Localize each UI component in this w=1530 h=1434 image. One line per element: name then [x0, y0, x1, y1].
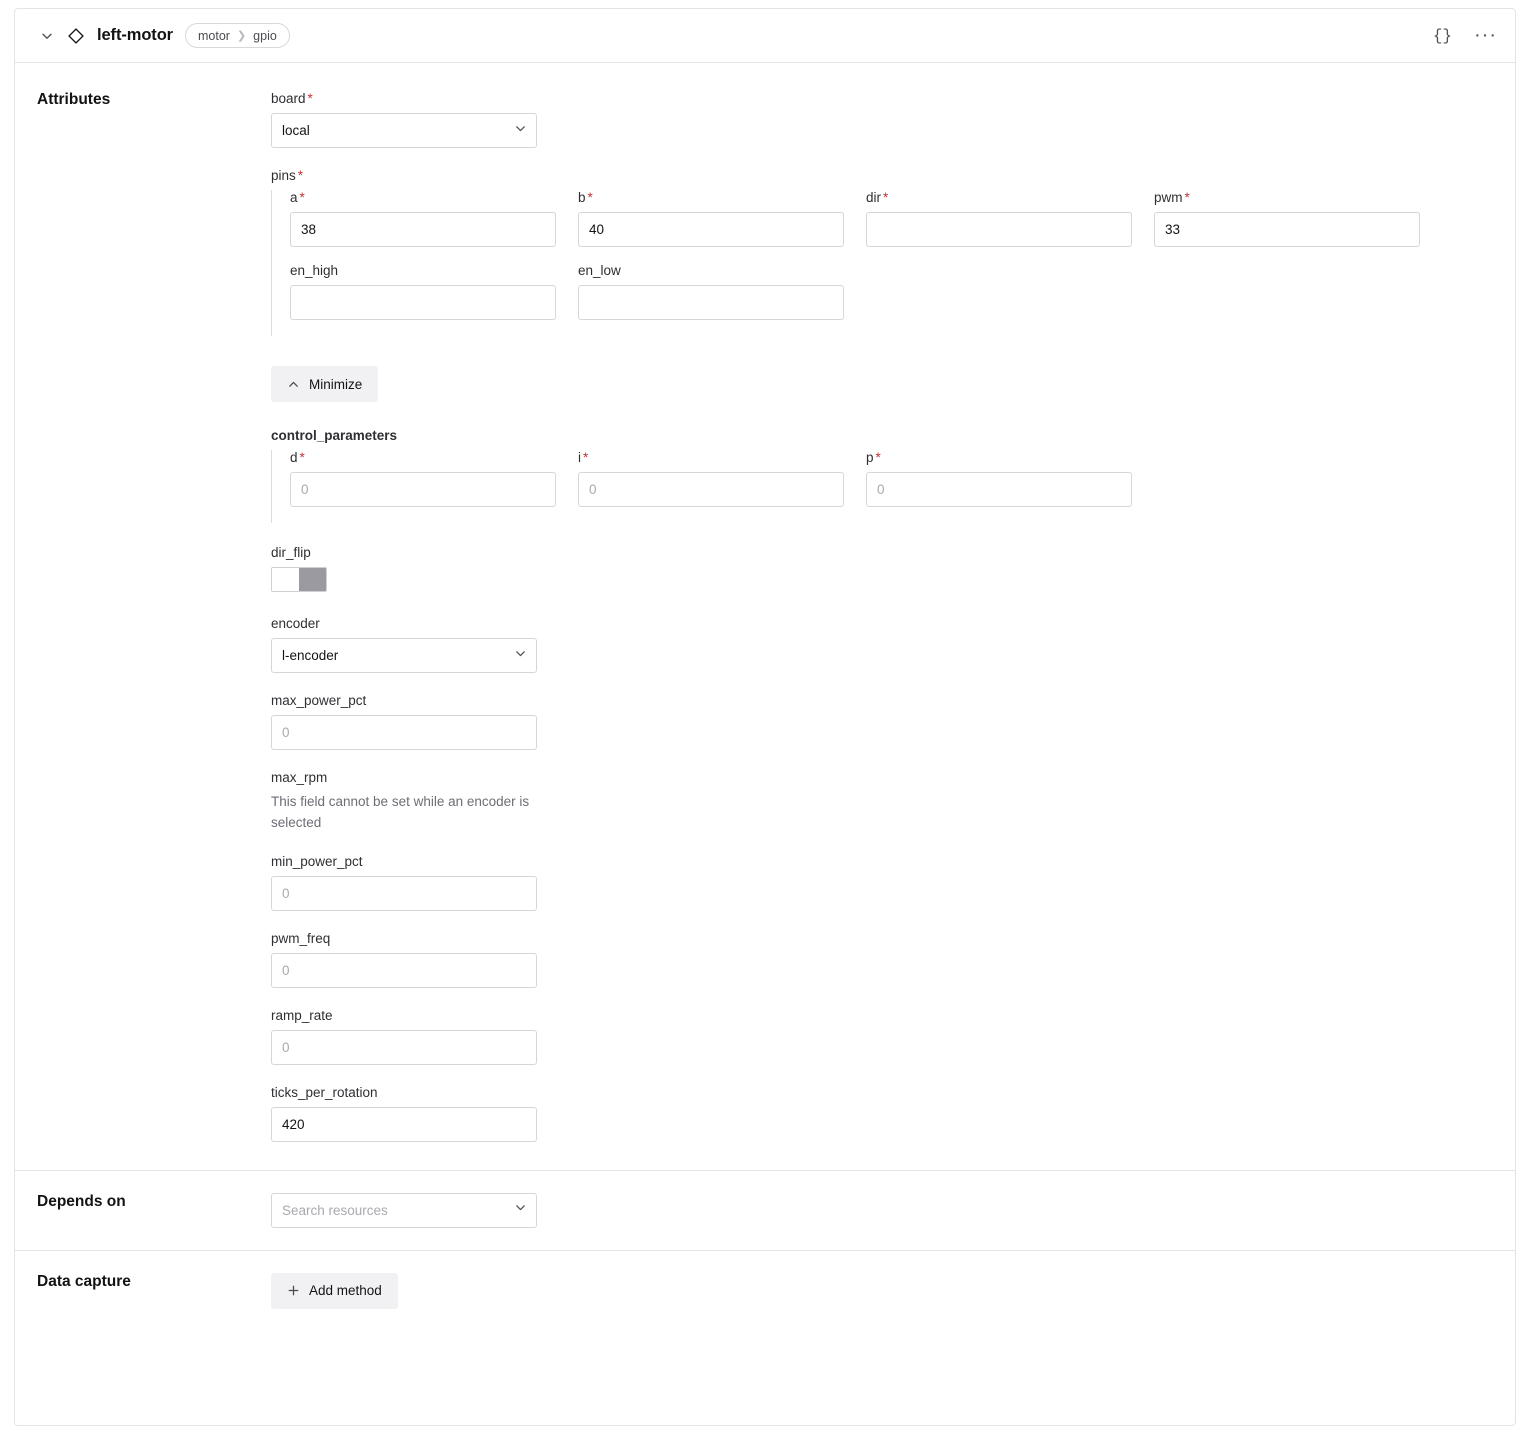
label-ticks-per-rotation: ticks_per_rotation: [271, 1084, 378, 1100]
input-cp-i[interactable]: [578, 472, 844, 507]
label-pin-b-text: b: [578, 190, 586, 205]
breadcrumb-item-gpio: gpio: [253, 28, 277, 43]
dir-flip-toggle-knob: [272, 568, 299, 591]
label-pins: [271, 168, 1485, 183]
plus-icon: [287, 1284, 300, 1297]
add-method-button[interactable]: [271, 1273, 398, 1309]
label-pin-dir-text: dir: [866, 190, 882, 205]
encoder-select[interactable]: [271, 638, 537, 673]
section-depends-on: [15, 1171, 1515, 1251]
field-ramp-rate: [271, 1008, 1485, 1065]
label-max-power-pct: max_power_pct: [271, 693, 367, 708]
input-ramp-rate[interactable]: [271, 1030, 537, 1065]
chevron-up-icon: [287, 378, 300, 391]
more-options-icon[interactable]: ···: [1474, 24, 1497, 46]
section-attributes: [15, 63, 1515, 1171]
label-ramp-rate: ramp_rate: [271, 1007, 333, 1023]
card-header: [15, 9, 1515, 63]
field-board: [271, 91, 1485, 148]
field-pin-en-high: [290, 263, 556, 320]
field-ticks-per-rotation: [271, 1085, 1485, 1142]
board-select[interactable]: [271, 113, 537, 148]
label-control-parameters: control_parameters: [271, 428, 398, 443]
field-cp-p: [866, 450, 1132, 507]
field-pin-dir: [866, 190, 1132, 247]
minimize-button-label: Minimize: [309, 376, 363, 392]
attributes-body: [271, 91, 1515, 1142]
input-pin-dir[interactable]: [866, 212, 1132, 247]
field-pwm-freq: [271, 931, 1485, 988]
label-board-text: board: [271, 91, 306, 106]
input-pin-en-low[interactable]: [578, 285, 844, 320]
label-max-rpm: max_rpm: [271, 770, 328, 785]
input-pin-pwm[interactable]: [1154, 212, 1420, 247]
field-encoder: [271, 616, 1485, 673]
label-pin-en-low: en_low: [578, 263, 621, 278]
label-cp-i: [578, 450, 844, 465]
required-marker: *: [883, 190, 889, 205]
field-pin-b: [578, 190, 844, 247]
label-board: [271, 91, 1485, 106]
field-pin-en-low: [578, 263, 844, 320]
section-label-depends-on: Depends on: [37, 1192, 126, 1210]
required-marker: *: [587, 190, 593, 205]
section-label-data-capture: Data capture: [37, 1272, 131, 1290]
input-min-power-pct[interactable]: [271, 876, 537, 911]
required-marker: *: [299, 190, 305, 205]
required-marker: *: [297, 168, 304, 183]
data-capture-body: [271, 1273, 1515, 1309]
diamond-icon: [67, 27, 85, 45]
group-pins: [271, 168, 1485, 336]
label-cp-i-text: i: [578, 450, 581, 465]
required-marker: *: [307, 91, 313, 106]
breadcrumb[interactable]: [185, 23, 290, 48]
depends-on-search[interactable]: [271, 1193, 537, 1228]
required-marker: *: [1184, 190, 1190, 205]
field-pin-a: [290, 190, 556, 247]
pins-group-body: [271, 190, 1485, 336]
page-title: left-motor: [97, 26, 173, 44]
label-pin-pwm: [1154, 190, 1420, 205]
required-marker: *: [875, 450, 881, 465]
input-pin-a[interactable]: [290, 212, 556, 247]
label-pin-a: [290, 190, 556, 205]
add-method-button-label: Add method: [309, 1283, 382, 1299]
section-data-capture: [15, 1251, 1515, 1331]
minimize-row: [271, 366, 1485, 402]
input-pin-en-high[interactable]: [290, 285, 556, 320]
control-parameters-body: [271, 450, 1485, 523]
field-dir-flip: [271, 545, 1485, 592]
group-control-parameters: [271, 428, 1485, 523]
input-pwm-freq[interactable]: [271, 953, 537, 988]
component-card: [14, 8, 1516, 1426]
breadcrumb-item-motor: motor: [198, 28, 230, 43]
label-dir-flip: dir_flip: [271, 545, 311, 560]
input-pin-b[interactable]: [578, 212, 844, 247]
input-cp-d[interactable]: [290, 472, 556, 507]
label-cp-d-text: d: [290, 450, 298, 465]
field-cp-i: [578, 450, 844, 507]
encoder-select-display[interactable]: l-encoder: [271, 638, 537, 673]
field-min-power-pct: [271, 854, 1485, 911]
label-cp-p-text: p: [866, 450, 874, 465]
label-cp-p: [866, 450, 1132, 465]
label-min-power-pct: min_power_pct: [271, 853, 363, 869]
input-ticks-per-rotation[interactable]: [271, 1107, 537, 1142]
label-encoder: encoder: [271, 616, 320, 631]
label-pin-pwm-text: pwm: [1154, 190, 1183, 205]
max-rpm-helper-text: This field cannot be set while an encoder is selected: [271, 794, 530, 830]
input-cp-p[interactable]: [866, 472, 1132, 507]
required-marker: *: [299, 450, 305, 465]
json-code-icon[interactable]: {}: [1432, 26, 1453, 45]
field-pin-pwm: [1154, 190, 1420, 247]
chevron-right-icon: ❯: [236, 30, 247, 42]
dir-flip-toggle-track: [299, 568, 326, 591]
pins-grid: [290, 190, 1485, 336]
minimize-button[interactable]: [271, 366, 378, 402]
depends-on-body: [271, 1193, 1515, 1228]
label-pin-a-text: a: [290, 190, 298, 205]
label-pin-en-high: en_high: [290, 263, 339, 278]
dir-flip-toggle[interactable]: [271, 567, 327, 592]
label-cp-d: [290, 450, 556, 465]
depends-on-search-display[interactable]: Search resources: [271, 1193, 537, 1228]
label-pwm-freq: pwm_freq: [271, 930, 331, 946]
label-pin-b: [578, 190, 844, 205]
input-max-power-pct[interactable]: [271, 715, 537, 750]
field-max-rpm: [271, 770, 1485, 834]
required-marker: *: [583, 450, 589, 465]
field-max-power-pct: [271, 693, 1485, 750]
label-pin-dir: [866, 190, 1132, 205]
control-parameters-grid: [290, 450, 1485, 523]
board-select-display[interactable]: local: [271, 113, 537, 148]
label-pins-text: pins: [271, 168, 296, 183]
chevron-down-icon[interactable]: [37, 26, 57, 46]
section-label-attributes: Attributes: [37, 91, 111, 108]
field-cp-d: [290, 450, 556, 507]
